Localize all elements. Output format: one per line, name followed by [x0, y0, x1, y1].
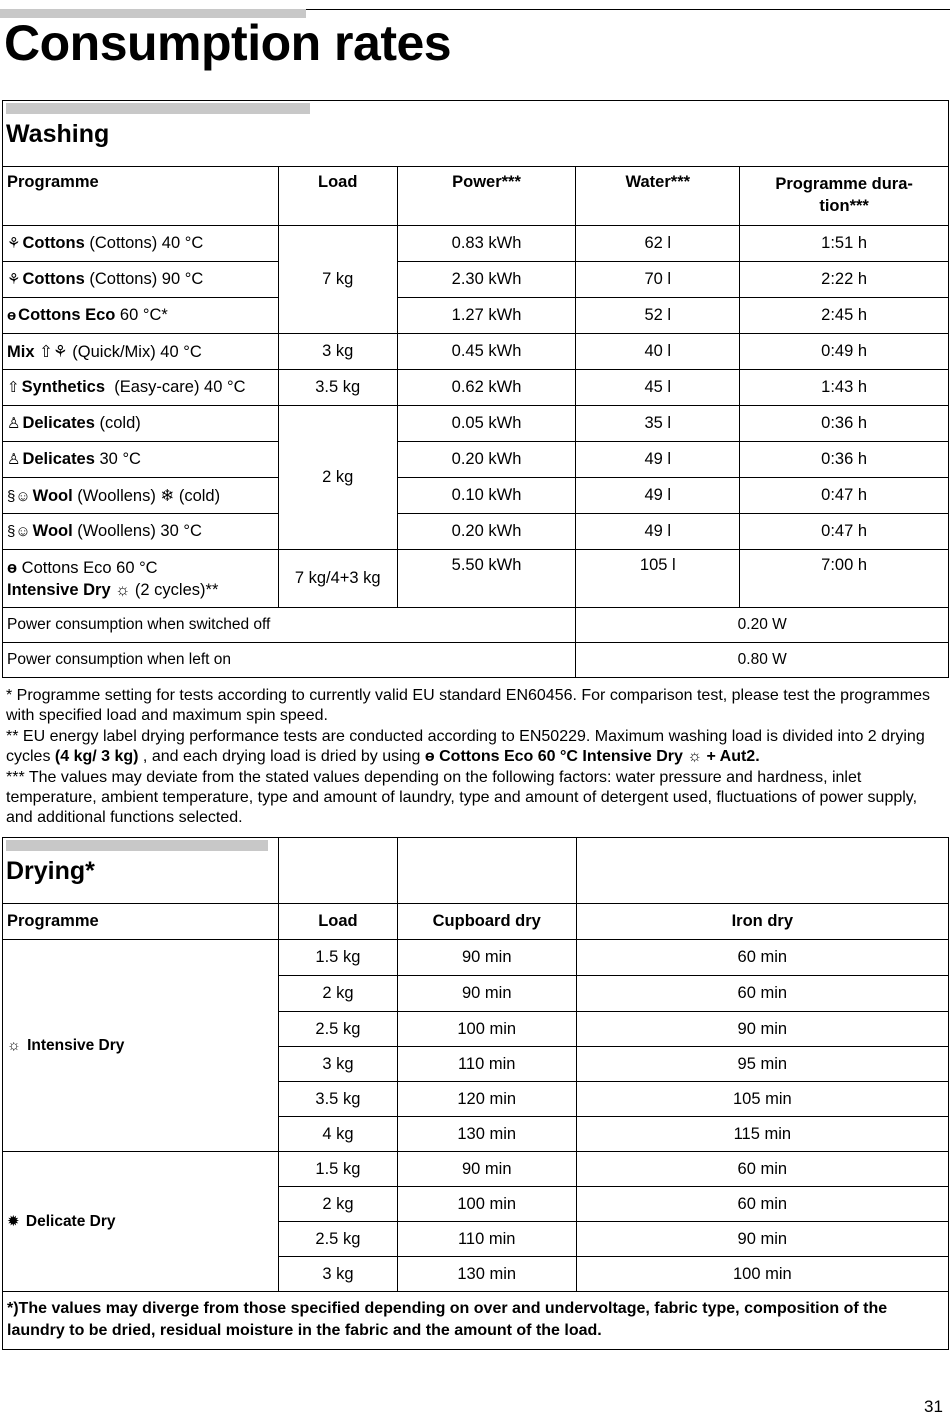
duration-cell: 0:49 h: [740, 334, 949, 370]
load-cell: 2 kg: [278, 1187, 397, 1222]
water-cell: 45 l: [576, 370, 740, 406]
water-cell: 49 l: [576, 478, 740, 514]
iron-cell: 90 min: [576, 1012, 948, 1047]
table-row: [3, 226, 949, 262]
iron-cell: 95 min: [576, 1047, 948, 1082]
col-water: Water***: [576, 167, 740, 226]
page-title: Consumption rates: [4, 15, 452, 71]
water-cell: 35 l: [576, 406, 740, 442]
cupboard-cell: 90 min: [397, 976, 576, 1012]
table-row: [3, 478, 949, 514]
load-cell: 1.5 kg: [278, 1152, 397, 1187]
intensive-dry-icon: ☼: [110, 580, 131, 599]
delicates-icon: ♙: [7, 451, 21, 468]
wool-icon: §☺: [7, 523, 31, 540]
duration-cell: 0:36 h: [740, 406, 949, 442]
table-row: [3, 608, 949, 643]
load-cell: 1.5 kg: [278, 940, 397, 976]
intensive-dry-icon: ☼: [7, 1036, 21, 1054]
power-cell: 0.20 kWh: [397, 514, 576, 550]
cupboard-cell: 130 min: [397, 1117, 576, 1152]
load-cell: 3 kg: [278, 1257, 397, 1292]
standby-label: Power consumption when switched off: [3, 608, 576, 643]
cupboard-cell: 130 min: [397, 1257, 576, 1292]
empty-cell: [576, 838, 948, 904]
table-row: [3, 940, 949, 976]
water-cell: 52 l: [576, 298, 740, 334]
drying-footnote: *)The values may diverge from those specified depending on over and undervoltage, fabric type, composition of the laundry to be dried, residual moisture in the fabric and the amount of the load.: [3, 1292, 949, 1350]
washing-footnotes: [6, 686, 941, 829]
programme-cell: ♙ Delicates (cold): [3, 406, 279, 442]
programme-cell: ɵ Cottons Eco 60 °C Intensive Dry ☼ (2 cycles)**: [3, 550, 279, 608]
empty-cell: [397, 838, 576, 904]
col-power: Power***: [397, 167, 576, 226]
water-cell: 70 l: [576, 262, 740, 298]
cupboard-cell: 90 min: [397, 940, 576, 976]
load-cell: 3 kg: [278, 334, 397, 370]
col-duration: Programme dura- tion***: [740, 167, 949, 226]
water-cell: 49 l: [576, 442, 740, 478]
delicates-icon: ♙: [7, 415, 21, 432]
water-cell: 105 l: [576, 550, 740, 608]
iron-cell: 60 min: [576, 976, 948, 1012]
intensive-dry-cell: ☼ Intensive Dry: [3, 940, 279, 1152]
washing-table: [2, 100, 949, 678]
duration-cell: 0:36 h: [740, 442, 949, 478]
load-cell: 7 kg: [278, 226, 397, 334]
header-rule: [306, 9, 950, 10]
iron-cell: 60 min: [576, 1152, 948, 1187]
programme-cell: §☺ Wool (Woollens) ❄ (cold): [3, 478, 279, 514]
standby-value: 0.20 W: [576, 608, 949, 643]
drying-section-header: [3, 838, 279, 904]
table-row: [3, 334, 949, 370]
col-cupboard-dry: Cupboard dry: [397, 904, 576, 940]
drying-table: [2, 837, 949, 1350]
load-cell: 7 kg/4+3 kg: [278, 550, 397, 608]
mix-icon: ⇧⚘ (Quick/Mix) 40 °C: [34, 342, 202, 361]
wool-icon: §☺: [7, 487, 31, 505]
col-programme: Programme: [3, 167, 279, 226]
cupboard-cell: 110 min: [397, 1222, 576, 1257]
cupboard-cell: 90 min: [397, 1152, 576, 1187]
iron-cell: 90 min: [576, 1222, 948, 1257]
programme-cell: ⚘ Cottons (Cottons) 40 °C: [3, 226, 279, 262]
power-cell: 0.10 kWh: [397, 478, 576, 514]
delicate-dry-cell: ✹ Delicate Dry: [3, 1152, 279, 1292]
table-row: [3, 442, 949, 478]
standby-label: Power consumption when left on: [3, 643, 576, 678]
table-row: [3, 298, 949, 334]
programme-cell: ⇧ Synthetics (Easy-care) 40 °C: [3, 370, 279, 406]
load-cell: 3.5 kg: [278, 370, 397, 406]
power-cell: 0.05 kWh: [397, 406, 576, 442]
load-cell: 2 kg: [278, 406, 397, 550]
water-cell: 40 l: [576, 334, 740, 370]
eco-icon: ɵ: [7, 307, 17, 324]
cupboard-cell: 100 min: [397, 1187, 576, 1222]
page-number: 31: [924, 1397, 943, 1416]
section-bar: [6, 840, 268, 851]
footnote-3: *** The values may deviate from the stated values depending on the following factors: water pressure and hardness, inlet temperature, ambient temperature, type and amount of laundry, type and amount of detergent used, fluctuations of power supply, and additional functions selected.: [6, 768, 918, 827]
drying-title: Drying*: [6, 857, 95, 885]
col-load: Load: [278, 167, 397, 226]
load-cell: 3 kg: [278, 1047, 397, 1082]
load-cell: 2.5 kg: [278, 1012, 397, 1047]
iron-cell: 100 min: [576, 1257, 948, 1292]
iron-cell: 115 min: [576, 1117, 948, 1152]
load-cell: 3.5 kg: [278, 1082, 397, 1117]
duration-cell: 7:00 h: [740, 550, 949, 608]
load-cell: 2 kg: [278, 976, 397, 1012]
washing-title: Washing: [6, 120, 110, 148]
programme-cell: ⚘ Cottons (Cottons) 90 °C: [3, 262, 279, 298]
cottons-icon: ⚘: [7, 235, 21, 252]
power-cell: 2.30 kWh: [397, 262, 576, 298]
synthetics-icon: ⇧: [7, 379, 20, 396]
power-cell: 0.83 kWh: [397, 226, 576, 262]
duration-cell: 1:43 h: [740, 370, 949, 406]
programme-cell: ♙ Delicates 30 °C: [3, 442, 279, 478]
duration-cell: 2:45 h: [740, 298, 949, 334]
table-row: [3, 550, 949, 608]
iron-cell: 60 min: [576, 940, 948, 976]
programme-cell: §☺ Wool (Woollens) 30 °C: [3, 514, 279, 550]
water-cell: 62 l: [576, 226, 740, 262]
footnote-2: ** EU energy label drying performance tests are conducted according to EN50229. Maximum washing load is divided into 2 drying cycles (4 kg/ 3 kg) , and each drying load is dried by using ɵ Cottons Eco 60 °C Intensive Dry ☼ + Aut2.: [6, 727, 925, 766]
load-cell: 4 kg: [278, 1117, 397, 1152]
table-row: [3, 406, 949, 442]
table-row: [3, 262, 949, 298]
duration-cell: 0:47 h: [740, 514, 949, 550]
delicate-dry-icon: ✹: [7, 1213, 20, 1230]
programme-cell: ɵ Cottons Eco 60 °C*: [3, 298, 279, 334]
power-cell: 5.50 kWh: [397, 550, 576, 608]
standby-value: 0.80 W: [576, 643, 949, 678]
footnote-1: * Programme setting for tests according to currently valid EU standard EN60456. For comparison test, please test the programmes with specified load and maximum spin speed.: [6, 687, 930, 725]
duration-cell: 0:47 h: [740, 478, 949, 514]
table-row: [3, 370, 949, 406]
eco-icon: ɵ: [7, 558, 22, 577]
empty-cell: [278, 838, 397, 904]
table-row: [3, 514, 949, 550]
duration-cell: 2:22 h: [740, 262, 949, 298]
section-bar: [6, 103, 310, 114]
col-programme: Programme: [3, 904, 279, 940]
load-cell: 2.5 kg: [278, 1222, 397, 1257]
cupboard-cell: 110 min: [397, 1047, 576, 1082]
table-row: [3, 1152, 949, 1187]
col-load: Load: [278, 904, 397, 940]
cottons-icon: ⚘: [7, 271, 21, 288]
power-cell: 0.20 kWh: [397, 442, 576, 478]
cupboard-cell: 100 min: [397, 1012, 576, 1047]
programme-cell: Mix ⇧⚘ (Quick/Mix) 40 °C: [3, 334, 279, 370]
washing-section-header: [3, 101, 949, 167]
water-cell: 49 l: [576, 514, 740, 550]
power-cell: 0.62 kWh: [397, 370, 576, 406]
iron-cell: 105 min: [576, 1082, 948, 1117]
col-iron-dry: Iron dry: [576, 904, 948, 940]
power-cell: 0.45 kWh: [397, 334, 576, 370]
cupboard-cell: 120 min: [397, 1082, 576, 1117]
iron-cell: 60 min: [576, 1187, 948, 1222]
table-row: [3, 643, 949, 678]
power-cell: 1.27 kWh: [397, 298, 576, 334]
duration-cell: 1:51 h: [740, 226, 949, 262]
